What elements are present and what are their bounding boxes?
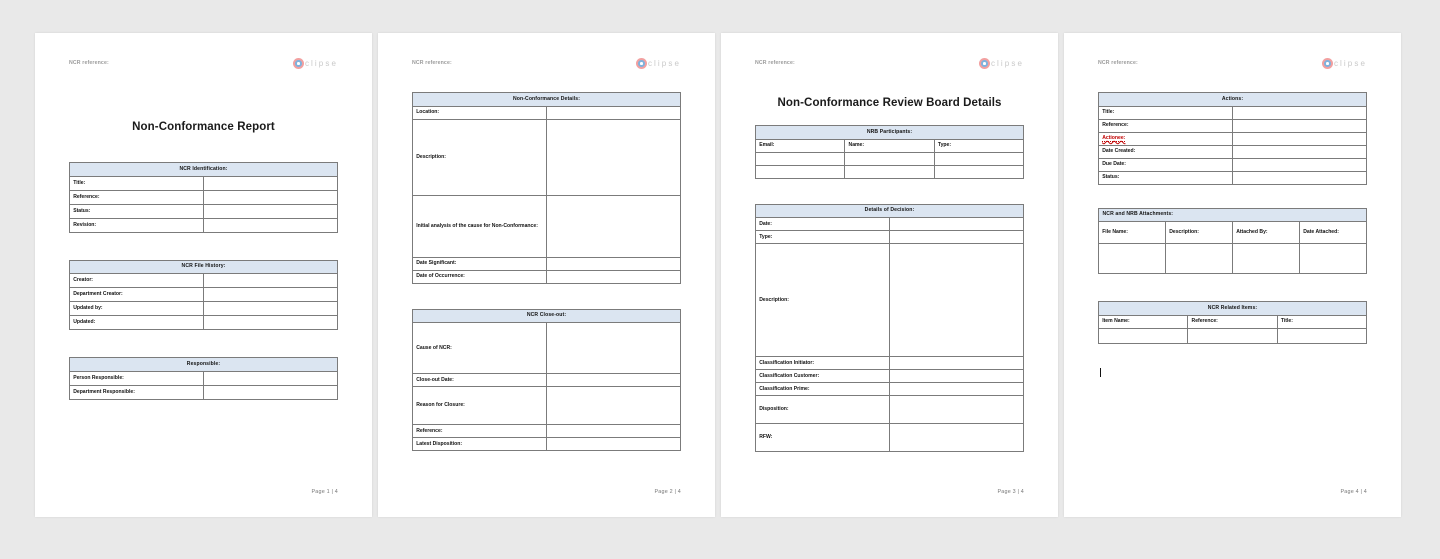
table-row[interactable] (413, 387, 681, 425)
row-label: Person Responsible: (70, 371, 204, 385)
column-header: Date Attached: (1300, 222, 1367, 244)
table-non-conformance-details (412, 92, 681, 284)
row-label: Location: (413, 106, 547, 119)
row-value-field[interactable] (1233, 106, 1367, 119)
row-label: Revision: (70, 218, 204, 232)
row-value-field[interactable] (890, 357, 1024, 370)
cell-email[interactable] (756, 165, 845, 178)
cell-attached-by[interactable] (1233, 244, 1300, 274)
table-row[interactable] (70, 204, 338, 218)
eclipse-circle-logo-icon (636, 58, 647, 69)
table-row[interactable] (70, 288, 338, 302)
row-value-field[interactable] (890, 383, 1024, 396)
logo-wordmark: clipse (1333, 59, 1367, 68)
table-header-row (756, 139, 1024, 152)
table-ncr-identification (69, 162, 338, 233)
table-row[interactable] (413, 257, 681, 270)
row-label: Close-out Date: (413, 374, 547, 387)
row-label: Description: (413, 119, 547, 195)
cell-title[interactable] (1277, 328, 1366, 343)
row-label: Reference: (413, 425, 547, 438)
table-row[interactable] (1099, 171, 1367, 184)
row-label: Reference: (1099, 119, 1233, 132)
row-label: Reference: (70, 190, 204, 204)
cell-type[interactable] (934, 152, 1023, 165)
row-value-field[interactable] (890, 231, 1024, 244)
table-row[interactable] (413, 106, 681, 119)
row-label: Initial analysis of the cause for Non-Conformance: (413, 195, 547, 257)
section-header: NCR File History: (70, 260, 338, 274)
row-value-field[interactable] (1233, 119, 1367, 132)
table-row[interactable] (756, 244, 1024, 357)
row-label: Creator: (70, 274, 204, 288)
row-value-field[interactable] (890, 370, 1024, 383)
table-row[interactable] (413, 425, 681, 438)
table-header-row (1099, 315, 1367, 328)
cell-description[interactable] (1166, 244, 1233, 274)
row-value-field[interactable] (547, 195, 681, 257)
document-page-3[interactable] (721, 33, 1058, 517)
table-row[interactable] (1099, 244, 1367, 274)
row-label: Disposition: (756, 396, 890, 424)
row-value-field[interactable] (204, 190, 338, 204)
table-details-of-decision (755, 204, 1024, 453)
eclipse-circle-logo-icon (979, 58, 990, 69)
row-value-field[interactable] (1233, 132, 1367, 145)
table-responsible (69, 357, 338, 400)
table-row[interactable] (756, 396, 1024, 424)
row-value-field[interactable] (890, 424, 1024, 452)
section-header: NCR and NRB Attachments: (1099, 208, 1367, 222)
table-row[interactable] (756, 152, 1024, 165)
section-header: Non-Conformance Details: (413, 93, 681, 107)
section-header: Actions: (1099, 93, 1367, 107)
row-value-field[interactable] (890, 244, 1024, 357)
page-footer: Page 2 | 4 (654, 489, 681, 495)
table-row[interactable] (756, 218, 1024, 231)
row-value-field[interactable] (547, 119, 681, 195)
table-row[interactable] (70, 274, 338, 288)
page-title: Non-Conformance Review Board Details (777, 97, 1002, 109)
row-value-field[interactable] (204, 274, 338, 288)
eclipse-logo (979, 57, 1024, 69)
page-header (1098, 57, 1367, 79)
row-value-field[interactable] (1233, 158, 1367, 171)
row-value-field[interactable] (204, 316, 338, 330)
row-label: Status: (1099, 171, 1233, 184)
row-value-field[interactable] (1233, 171, 1367, 184)
cell-reference[interactable] (1188, 328, 1277, 343)
row-label: Date Significant: (413, 257, 547, 270)
table-row[interactable] (1099, 328, 1367, 343)
page-footer: Page 4 | 4 (1340, 489, 1367, 495)
row-label: Description: (756, 244, 890, 357)
cell-file-name[interactable] (1099, 244, 1166, 274)
table-row[interactable] (1099, 158, 1367, 171)
cell-name[interactable] (845, 152, 934, 165)
row-label: Classification Prime: (756, 383, 890, 396)
table-row[interactable] (756, 231, 1024, 244)
column-header: File Name: (1099, 222, 1166, 244)
section-header: NCR Identification: (70, 163, 338, 177)
cell-name[interactable] (845, 165, 934, 178)
row-value-field[interactable] (547, 438, 681, 451)
row-value-field[interactable] (547, 270, 681, 283)
table-row[interactable] (756, 383, 1024, 396)
table-ncr-related-items (1098, 301, 1367, 344)
table-row[interactable] (70, 371, 338, 385)
table-row[interactable] (413, 270, 681, 283)
logo-wordmark: clipse (647, 59, 681, 68)
column-header: Title: (1277, 315, 1366, 328)
row-label: Updated by: (70, 302, 204, 316)
row-label: Status: (70, 204, 204, 218)
row-label: Cause of NCR: (413, 323, 547, 374)
table-row[interactable] (1099, 106, 1367, 119)
row-value-field[interactable] (204, 218, 338, 232)
table-row[interactable] (756, 165, 1024, 178)
table-row[interactable] (413, 323, 681, 374)
eclipse-logo (1322, 57, 1367, 69)
cell-date-attached[interactable] (1300, 244, 1367, 274)
table-row[interactable] (413, 119, 681, 195)
header-ncr-reference-label: NCR reference: (1098, 60, 1138, 66)
column-header: Type: (934, 139, 1023, 152)
eclipse-circle-logo-icon (293, 58, 304, 69)
page-footer: Page 1 | 4 (311, 489, 338, 495)
row-value-field[interactable] (547, 374, 681, 387)
page-header (412, 57, 681, 79)
row-label: Classification Initiator: (756, 357, 890, 370)
row-label: Department Creator: (70, 288, 204, 302)
row-label: Department Responsible: (70, 385, 204, 399)
document-page-4[interactable] (1064, 33, 1401, 517)
eclipse-logo (293, 57, 338, 69)
table-row[interactable] (413, 374, 681, 387)
page-title: Non-Conformance Report (132, 121, 275, 133)
table-row[interactable] (70, 316, 338, 330)
row-label: Updated: (70, 316, 204, 330)
row-label: Type: (756, 231, 890, 244)
row-label: Title: (1099, 106, 1233, 119)
column-header: Name: (845, 139, 934, 152)
eclipse-logo (636, 57, 681, 69)
table-ncr-close-out (412, 309, 681, 452)
row-value-field[interactable] (204, 176, 338, 190)
column-header: Email: (756, 139, 845, 152)
table-row[interactable] (70, 218, 338, 232)
table-row[interactable] (756, 424, 1024, 452)
row-value-field[interactable] (547, 323, 681, 374)
cell-type[interactable] (934, 165, 1023, 178)
row-value-field[interactable] (1233, 145, 1367, 158)
row-value-field[interactable] (547, 106, 681, 119)
table-ncr-nrb-attachments (1098, 208, 1367, 275)
header-ncr-reference-label: NCR reference: (412, 60, 452, 66)
row-value-field[interactable] (547, 387, 681, 425)
row-label: RFW: (756, 424, 890, 452)
text-cursor (1098, 364, 1367, 376)
section-header: NRB Participants: (756, 126, 1024, 140)
document-page-1[interactable] (35, 33, 372, 517)
row-value-field[interactable] (204, 288, 338, 302)
header-ncr-reference-label: NCR reference: (69, 60, 109, 66)
column-header: Description: (1166, 222, 1233, 244)
table-row[interactable] (70, 190, 338, 204)
logo-wordmark: clipse (990, 59, 1024, 68)
row-label: Title: (70, 176, 204, 190)
column-header: Reference: (1188, 315, 1277, 328)
section-header: Responsible: (70, 358, 338, 372)
section-header: Details of Decision: (756, 204, 1024, 218)
row-label: Due Date: (1099, 158, 1233, 171)
section-header: NCR Related Items: (1099, 302, 1367, 316)
row-value-field[interactable] (547, 257, 681, 270)
spellcheck-flagged-word: Actionee: (1102, 135, 1126, 142)
eclipse-circle-logo-icon (1322, 58, 1333, 69)
table-ncr-file-history (69, 260, 338, 331)
page-header (69, 57, 338, 79)
cell-email[interactable] (756, 152, 845, 165)
table-row[interactable] (413, 195, 681, 257)
row-label: Date: (756, 218, 890, 231)
column-header: Item Name: (1099, 315, 1188, 328)
table-row[interactable] (70, 385, 338, 399)
row-label-spellchecked (1099, 132, 1233, 145)
row-label: Date of Occurrence: (413, 270, 547, 283)
table-row[interactable] (756, 370, 1024, 383)
logo-wordmark: clipse (304, 59, 338, 68)
page-footer: Page 3 | 4 (997, 489, 1024, 495)
table-row[interactable] (1099, 132, 1367, 145)
row-value-field[interactable] (204, 302, 338, 316)
row-label: Reason for Closure: (413, 387, 547, 425)
column-header: Attached By: (1233, 222, 1300, 244)
table-row[interactable] (413, 438, 681, 451)
table-nrb-participants (755, 125, 1024, 179)
header-ncr-reference-label: NCR reference: (755, 60, 795, 66)
row-value-field[interactable] (547, 425, 681, 438)
document-page-2[interactable] (378, 33, 715, 517)
row-value-field[interactable] (890, 396, 1024, 424)
row-value-field[interactable] (204, 371, 338, 385)
row-label: Date Created: (1099, 145, 1233, 158)
row-value-field[interactable] (204, 385, 338, 399)
row-value-field[interactable] (890, 218, 1024, 231)
page-header (755, 57, 1024, 79)
section-header: NCR Close-out: (413, 309, 681, 323)
row-label: Latest Disposition: (413, 438, 547, 451)
row-label: Classification Customer: (756, 370, 890, 383)
table-row[interactable] (1099, 145, 1367, 158)
table-header-row (1099, 222, 1367, 244)
table-row[interactable] (756, 357, 1024, 370)
table-actions (1098, 92, 1367, 185)
cell-item-name[interactable] (1099, 328, 1188, 343)
row-value-field[interactable] (204, 204, 338, 218)
table-row[interactable] (1099, 119, 1367, 132)
table-row[interactable] (70, 302, 338, 316)
table-row[interactable] (70, 176, 338, 190)
